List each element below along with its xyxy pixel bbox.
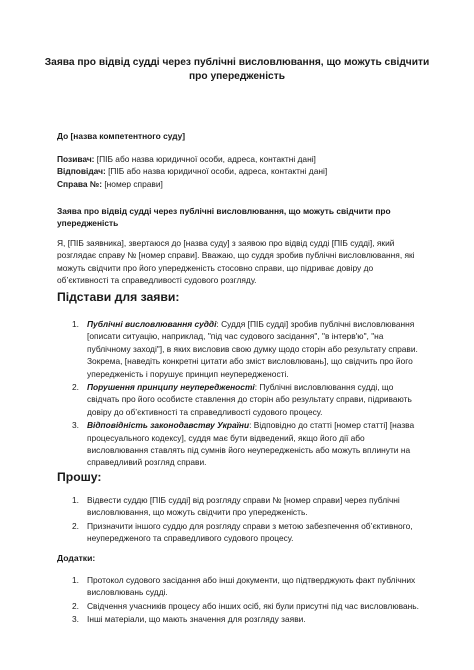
respondent-label: Відповідач: <box>57 166 106 177</box>
ground-label: Порушення принципу неупередженості <box>87 382 255 393</box>
list-number: 1. <box>72 319 79 329</box>
list-item <box>57 494 422 519</box>
parties-block <box>57 153 419 190</box>
list-item <box>57 520 422 545</box>
subject-heading: Заява про відвід судді через публічні висловлювання, що можуть свідчити про упередженість <box>57 206 391 229</box>
list-item <box>57 318 422 380</box>
ground-label: Публічні висловлювання судді <box>87 319 217 329</box>
case-label: Справа №: <box>57 178 103 189</box>
list-item <box>57 381 422 418</box>
respondent-value: [ПІБ або назва юридичної особи, адреса, контактні дані] <box>105 166 328 177</box>
list-item <box>57 419 422 469</box>
ground-text: : Суддя [ПІБ судді] зробив публічні висловлювання [описати ситуацію, наприклад, "під час судового засідання", "в інтерв'ю", "на публічному заході"], в яких висловив свою думку щодо сторін або результату справи. Зокрема, [наведіть конкретні цитати або зміст висловлювань], що свідчить про його упередженість і порушує принцип неупередженості. <box>87 319 418 379</box>
request-text: Призначити іншого суддю для розгляду справи з метою забезпечення об’єктивного, неупередженого та справедливого судового процесу. <box>87 520 413 544</box>
respondent-line <box>57 165 419 177</box>
attachment-text: Свідчення учасників процесу або інших осіб, які були присутні під час висловлювань. <box>87 600 419 611</box>
claimant-value: [ПІБ або назва юридичної особи, адреса, контактні дані] <box>94 154 316 164</box>
attachment-text: Інші матеріали, що мають значення для розгляду заяви. <box>87 614 306 625</box>
list-item <box>57 613 422 625</box>
ground-text: : Публічні висловлювання судді, що свідчать про його особисте ставлення до сторін або результату справи, підривають довіру до об’єктивності та справедливості судового процесу. <box>87 382 412 417</box>
list-item <box>57 600 422 612</box>
addressee-line: До [назва компетентного суду] <box>57 131 186 141</box>
claimant-line <box>57 153 419 165</box>
request-text: Відвести суддю [ПІБ судді] від розгляду справи № [номер справи] через публічні висловлювання, що можуть свідчити про упередженість. <box>87 495 400 518</box>
list-number: 3. <box>72 420 79 431</box>
requests-heading: Прошу: <box>57 470 102 484</box>
list-number: 1. <box>72 575 79 585</box>
ground-label: Відповідність законодавству України <box>87 420 250 431</box>
intro-paragraph: Я, [ПІБ заявника], звертаюся до [назва суду] з заявою про відвід судді [ПІБ судді], який розглядає справу № [номер справи]. Вважаю, що суддя зробив публічні висловлювання, які можуть свідчити про його упередженість стосовно справи, що підриває довіру до об’єктивності та справедливості судового розгляду. <box>57 238 415 286</box>
list-number: 3. <box>72 614 79 625</box>
attachment-text: Протокол судового засідання або інші документи, що підтверджують факт публічних висловлювань судді. <box>87 575 416 598</box>
attachments-heading: Додатки: <box>57 553 96 563</box>
list-number: 2. <box>72 382 79 393</box>
list-item <box>57 574 422 599</box>
ground-text: : Відповідно до статті [номер статті] [назва процесуального кодексу], суддя має бути відведений, якщо його дії або висловлювання ставлять під сумнів його неупередженість або можуть вплинути на справедливий розгляд справи. <box>87 420 415 468</box>
list-number: 1. <box>72 495 79 505</box>
attachments-list <box>57 574 422 627</box>
list-number: 2. <box>72 600 79 611</box>
claimant-label: Позивач: <box>57 154 95 164</box>
case-line <box>57 178 419 190</box>
case-value: [номер справи] <box>102 178 163 189</box>
list-number: 2. <box>72 520 79 531</box>
grounds-heading: Підстави для заяви: <box>57 290 180 304</box>
document-title: Заява про відвід судді через публічні висловлювання, що можуть свідчити про упередженість <box>44 57 430 82</box>
requests-list <box>57 494 422 546</box>
grounds-list <box>57 318 422 470</box>
